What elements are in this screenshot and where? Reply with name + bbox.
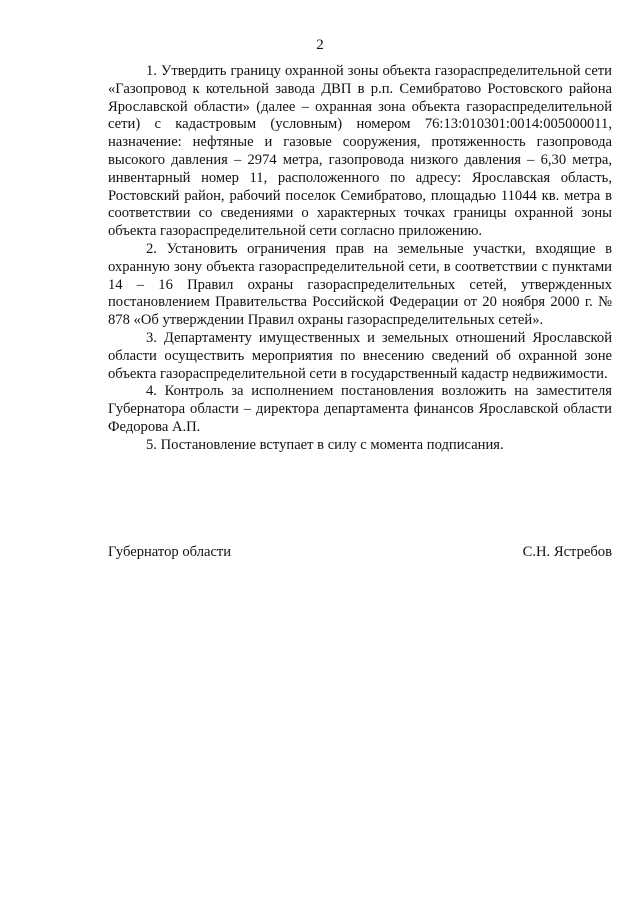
paragraph-3-cadastre: 3. Департаменту имущественных и земельных отношений Ярославской области осуществить мероприятия по внесению сведений об охранной зоне объекта газораспределительной сети в государственный кадастр недвижимости.	[108, 329, 612, 382]
paragraph-1-boundary: 1. Утвердить границу охранной зоны объекта газораспределительной сети «Газопровод к котельной завода ДВП в р.п. Семибратово Ростовского района Ярославской области» (далее – охранная зона объекта газораспределительной сети) с кадастровым (условным) номером 76:13:010301:0014:005000011, назначение: нефтяные и газовые сооружения, протяженность газопровода высокого давления – 2974 метра, газопровода низкого давления – 6,30 метра, инвентарный номер 11, расположенного по адресу: Ярославская область, Ростовский район, рабочий поселок Семибратово, площадью 11044 кв. метра в соответствии со сведениями о характерных точках границы охранной зоны объекта газораспределительной сети согласно приложению.	[108, 63, 612, 240]
document-body	[108, 63, 612, 455]
signatory-position: Губернатор области	[108, 544, 232, 560]
signatory-name: С.Н. Ястребов	[522, 544, 612, 560]
paragraph-2-restrictions: 2. Установить ограничения прав на земельные участки, входящие в охранную зону объекта газораспределительной сети, в соответствии с пунктами 14 – 16 Правил охраны газораспределительных сетей, утвержденных постановлением Правительства Российской Федерации от 20 ноября 2000 г. № 878 «Об утверждении Правил охраны газораспределительных сетей».	[108, 240, 612, 329]
signature-block	[108, 543, 612, 561]
paragraph-5-effective: 5. Постановление вступает в силу с момента подписания.	[146, 436, 504, 453]
paragraph-4-control: 4. Контроль за исполнением постановления возложить на заместителя Губернатора области – директора департамента финансов Ярославской области Федорова А.П.	[108, 383, 612, 435]
page-number: 2	[316, 37, 324, 53]
